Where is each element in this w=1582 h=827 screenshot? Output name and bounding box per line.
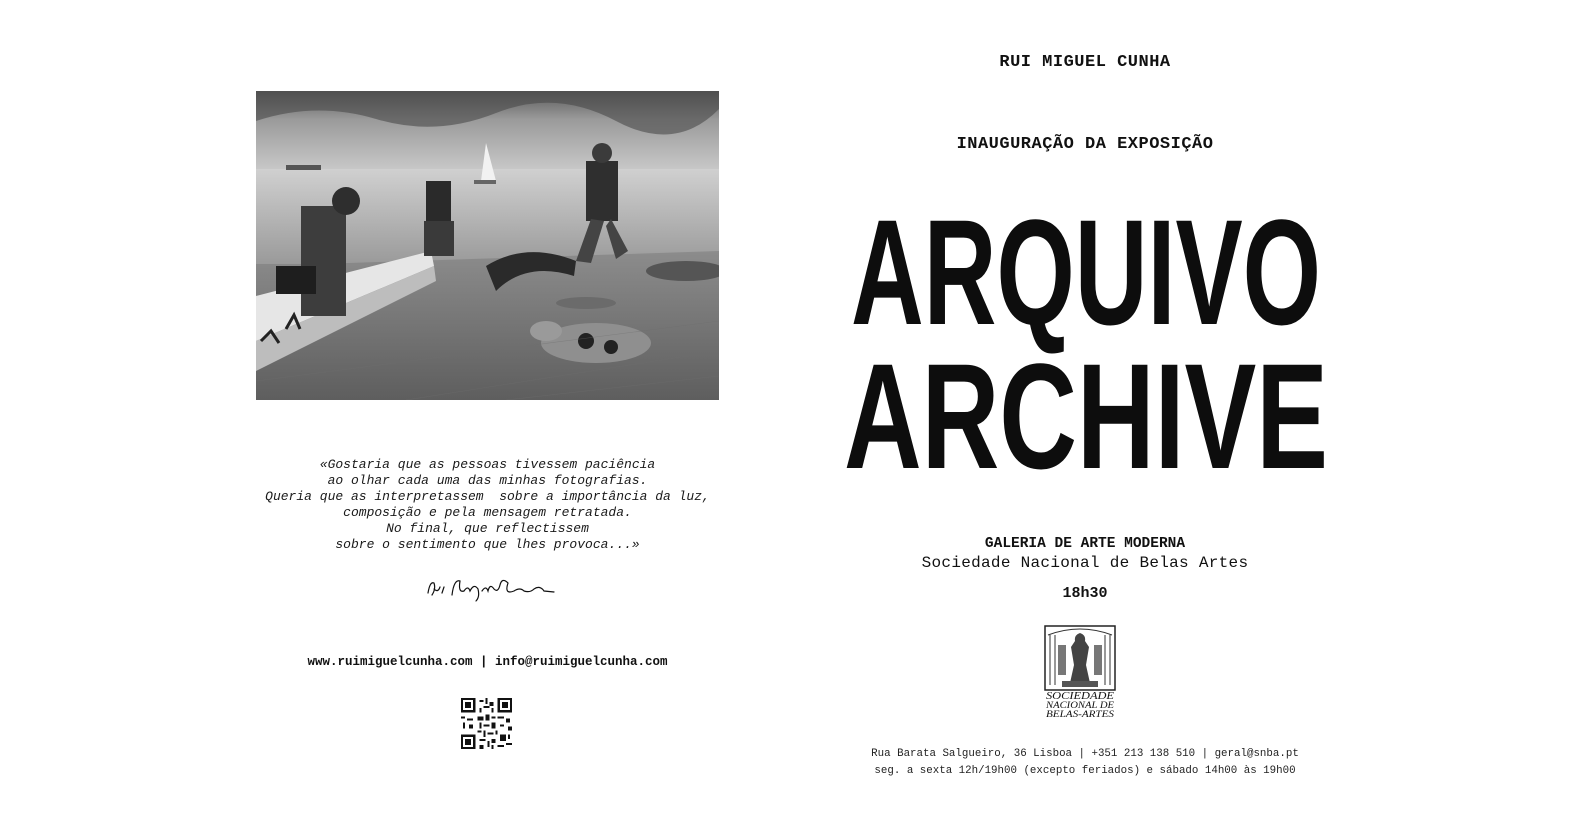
opening-hours: seg. a sexta 12h/19h00 (excepto feriados) e sábado 14h00 às 19h00 xyxy=(874,765,1296,777)
artist-name: RUI MIGUEL CUNHA xyxy=(999,53,1171,72)
quote-line: «Gostaria que as pessoas tivessem paciência xyxy=(319,457,656,472)
title-line-2: ARCHIVE xyxy=(844,332,1328,500)
event-time: 18h30 xyxy=(1062,585,1108,602)
quote-line: sobre o sentimento que lhes provoca...» xyxy=(335,537,640,552)
title-line-1: ARQUIVO xyxy=(851,188,1321,356)
gallery-address: Rua Barata Salgueiro, 36 Lisboa | +351 213 138 510 | geral@snba.pt xyxy=(871,748,1299,760)
society-name: Sociedade Nacional de Belas Artes xyxy=(921,554,1249,572)
logo-line-3: BELAS-ARTES xyxy=(1046,710,1115,718)
qr-code-icon[interactable] xyxy=(461,698,512,749)
logo-line-1: SOCIEDADE xyxy=(1046,691,1114,702)
exhibition-title xyxy=(836,188,1336,500)
quote-line: composição e pela mensagem retratada. xyxy=(343,505,632,520)
snba-logo xyxy=(1044,625,1116,718)
contact-links[interactable]: www.ruimiguelcunha.com | info@ruimiguelcunha.com xyxy=(307,655,668,669)
artist-quote xyxy=(256,457,719,553)
exhibition-heading: INAUGURAÇÃO DA EXPOSIÇÃO xyxy=(956,135,1214,154)
logo-line-2: NACIONAL DE xyxy=(1044,701,1115,711)
exhibition-photo xyxy=(256,91,719,400)
gallery-name: GALERIA DE ARTE MODERNA xyxy=(984,536,1186,552)
quote-line: ao olhar cada uma das minhas fotografias. xyxy=(327,473,648,488)
handwritten-signature xyxy=(424,571,558,605)
quote-line: Queria que as interpretassem sobre a importância da luz, xyxy=(265,489,710,504)
quote-line: No final, que reflectissem xyxy=(386,521,589,536)
